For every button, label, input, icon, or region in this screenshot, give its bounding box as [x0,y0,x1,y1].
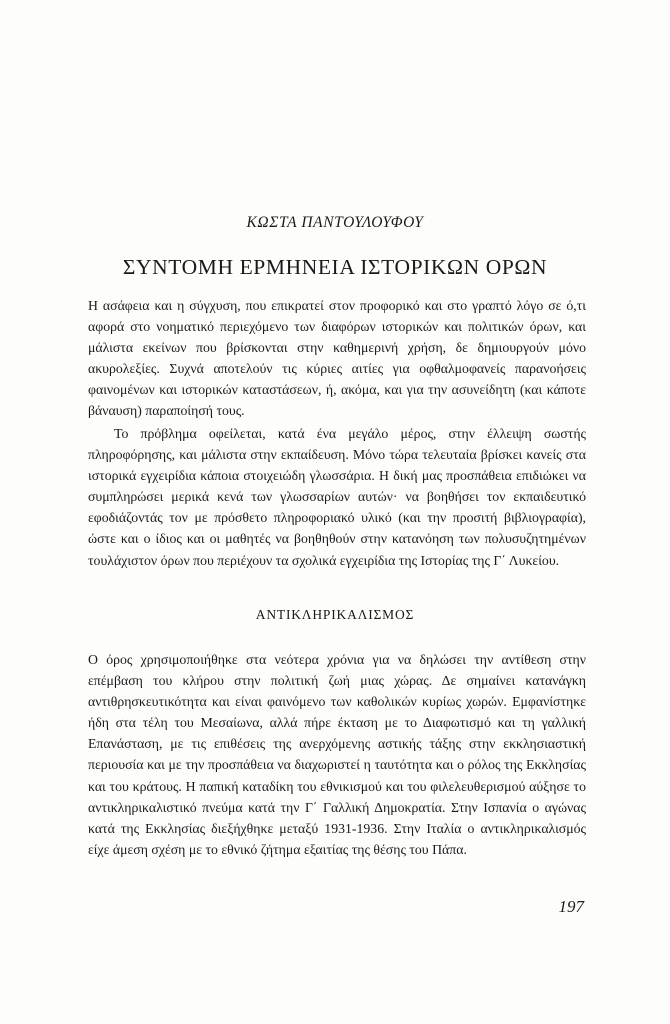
section-body: Ο όρος χρησιμοποιήθηκε στα νεότερα χρόνια για να δηλώσει την αντίθεση στην επέμβαση του κλήρου στην πολιτική ζωή μιας χώρας. Δε σημαίνει κατανάγκη αντιθρησκευτικότητα και είναι φαινόμενο των καθολικών κυρίως χωρών. Εμφανίστηκε ήδη στα τέλη του Μεσαίωνα, αλλά πήρε έκταση με το Διαφωτισμό και τη γαλλική Επανάσταση, με τις επιθέσεις της ανερχόμενης αστικής τάξης στην εκκλησιαστική περιουσία και με την προσπάθεια να διαχωριστεί η ταυτότητα και ο ρόλος της Εκκλησίας και του κράτους. Η παπική καταδίκη του εθνικισμού και του φιλελευθερισμού αύξησε το αντικληρικαλιστικό πνεύμα κατά την Γ΄ Γαλλική Δημοκρατία. Στην Ισπανία ο αγώνας κατά της Εκκλησίας διεξήχθηκε μεταξύ 1931-1936. Στην Ιταλία ο αντικληρικαλισμός είχε άμεση σχέση με το εθνικό ζήτημα εξαιτίας της θέσης του Πάπα. [88,652,586,857]
intro-paragraph-2: Το πρόβλημα οφείλεται, κατά ένα μεγάλο μέρος, στην έλλειψη σωστής πληροφόρησης, και μάλιστα στην εκπαίδευση. Μόνο τώρα τελευταία βρίσκει κανείς στα ιστορικά εγχειρίδια κάποια στοιχειώδη γλωσσάρια. Η δική μας προσπάθεια επιδιώκει να συμπληρώσει μερικά κενά των γλωσσαρίων αυτών· να βοηθήσει τον εκπαιδευτικό εφοδιάζοντάς τον με πρόσθετο πληροφοριακό υλικό (και την προσιτή βιβλιογραφία), ώστε και ο ίδιος και οι μαθητές να βοηθηθούν στην κατανόηση των πολυσυζητημένων τουλάχιστον όρων που περιέχουν τα σχολικά εγχειρίδια της Ιστορίας της Γ΄ Λυκείου. [88,426,586,568]
author-name: ΚΩΣΤΑ ΠΑΝΤΟΥΛΟΥΦΟΥ [246,214,424,231]
section-heading: ΑΝΤΙΚΛΗΡΙΚΑΛΙΣΜΟΣ [255,607,415,622]
page-number: 197 [558,897,584,916]
intro-paragraph-1: Η ασάφεια και η σύγχυση, που επικρατεί στον προφορικό και στο γραπτό λόγο σε ό,τι αφορά στο νοηματικό περιεχόμενο των διαφόρων ιστορικών και πολιτικών όρων, και μάλιστα εκείνων που βρίσκονται στην καθημερινή χρήση, δε δημιουργούν μόνο ακυρολεξίες. Συχνά αποτελούν τις κύριες αιτίες για οφθαλμοφανείς παρανοήσεις φαινομένων και ιστορικών καταστάσεων, ή, ακόμα, και για την ασυνείδητη (και κάποτε βάναυση) παραποίησή τους. [88,298,586,419]
document-title: ΣΥΝΤΟΜΗ ΕΡΜΗΝΕΙΑ ΙΣΤΟΡΙΚΩΝ ΟΡΩΝ [122,255,548,279]
